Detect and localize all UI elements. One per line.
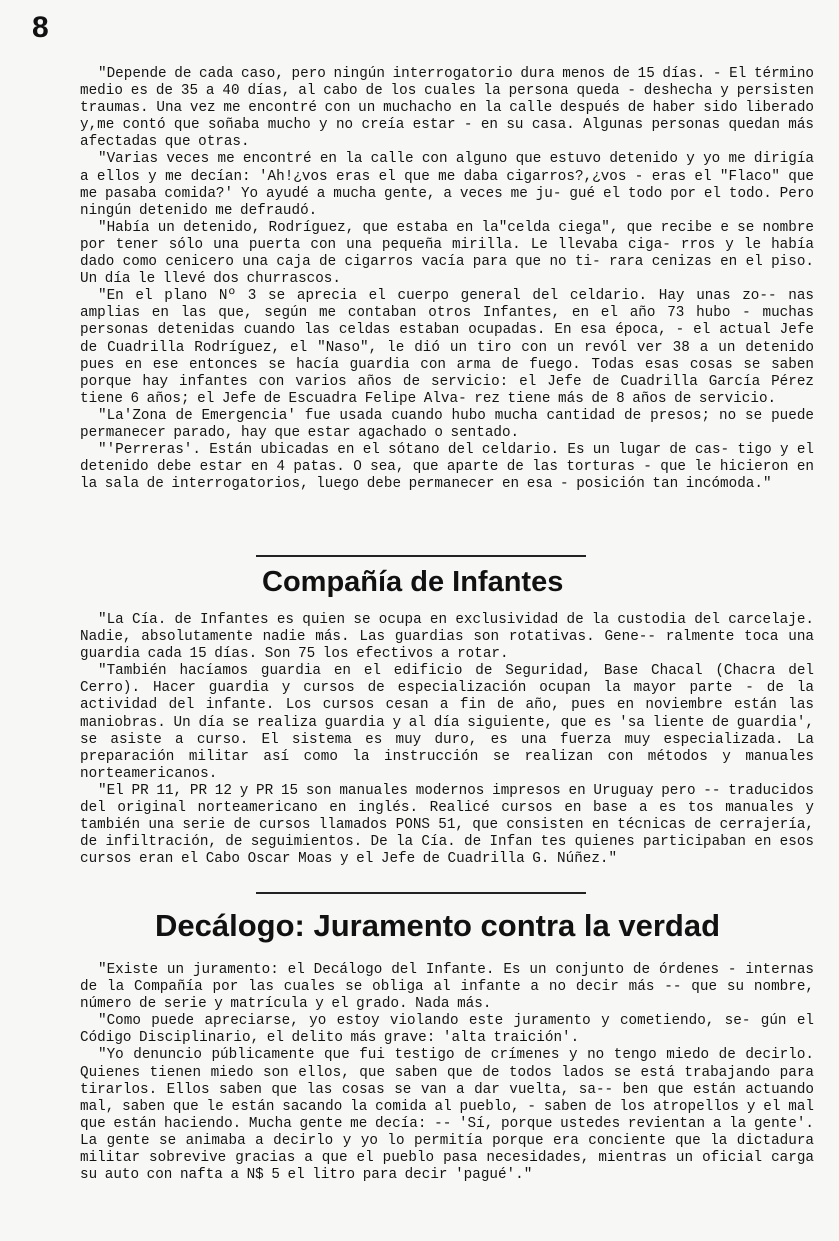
paragraph: "El PR 11, PR 12 y PR 15 son manuales modernos impresos en Uruguay pero -- traducidos del original norteamericano en inglés. Realicé cursos en base a es tos manuales y también una serie de cursos llamados PONS 51, que consisten en técnicas de cerrajería, de infiltración, de seguimientos. De la Cía. de Infan tes quienes participaban en esos cursos eran el Cabo Oscar Moas y el Jefe de Cuadrilla G. Núñez." (80, 782, 814, 868)
paragraph: "Depende de cada caso, pero ningún interrogatorio dura menos de 15 días. - El término medio es de 35 a 40 días, al cabo de los cuales la persona queda - deshecha y persisten traumas. Una vez me encontré con un muchacho en la calle después de haber sido liberado y,me contó que soñaba mucho y no creía estar - en su casa. Algunas personas quedan más afectadas que otras. (80, 66, 814, 151)
page-number: 8 (32, 11, 49, 44)
paragraph: "Había un detenido, Rodríguez, que estaba en la"celda ciega", que recibe e se nombre por tener sólo una puerta con una pequeña mirilla. Le llevaba ciga- rros y le había dado como cenicero una caja de cigarros vacía para que no ti- rara cenizas en el piso. Un día le llevé dos churrascos. (80, 219, 814, 288)
paragraph: "En el plano Nº 3 se aprecia el cuerpo general del celdario. Hay unas zo-- nas amplias en las que, según me contaban otros Infantes, en el año 73 hubo - muchas personas detenidas cuando las celdas estaban ocupadas. En esa época, - el actual Jefe de Cuadrilla Rodríguez, el "Naso", le dió un tiro con un revól ver 38 a un detenido pues en ese entonces se hacía guardia con arma de fuego. Todas esas cosas se saben porque hay infantes con varios años de servicio: el Jefe de Cuadrilla García Pérez tiene 6 años; el Jefe de Escuadra Felipe Alva- rez tiene más de 8 años de servicio. (80, 288, 814, 407)
paragraph: "'Perreras'. Están ubicadas en el sótano del celdario. Es un lugar de cas- tigo y el detenido debe estar en 4 patas. O sea, que aparte de las torturas - que le hicieron en la sala de interrogatorios, luego debe permanecer en esa - posición tan incómoda." (80, 442, 814, 493)
section-divider (256, 555, 586, 557)
testimony-section (80, 66, 814, 493)
paragraph: "Varias veces me encontré en la calle con alguno que estuvo detenido y yo me dirigía a ellos y me decían: 'Ah!¿vos eras el que me daba cigarros?,¿vos - eras el "Flaco" que me pasaba comida?' Yo ayudé a mucha gente, a veces me ju- gué el todo por el todo. Pero ningún detenido me defraudó. (80, 151, 814, 219)
section-title-compania: Compañía de Infantes (262, 566, 564, 598)
paragraph: "Como puede apreciarse, yo estoy violando este juramento y cometiendo, se- gún el Código Disciplinario, el delito más grave: 'alta traición'. (80, 1013, 814, 1047)
compania-section (80, 612, 814, 868)
decalogo-section (80, 962, 814, 1184)
paragraph: "La'Zona de Emergencia' fue usada cuando hubo mucha cantidad de presos; no se puede permanecer parado, hay que estar agachado o sentado. (80, 407, 814, 441)
section-title-decalogo: Decálogo: Juramento contra la verdad (155, 908, 721, 943)
paragraph: "La Cía. de Infantes es quien se ocupa en exclusividad de la custodia del carcelaje. Nadie, absolutamente nadie más. Las guardias son rotativas. Gene-- ralmente toca una guardia cada 15 días. Son 75 los efectivos a rotar. (80, 612, 814, 663)
section-divider (256, 892, 586, 894)
paragraph: "Yo denuncio públicamente que fui testigo de crímenes y no tengo miedo de decirlo. Quienes tienen miedo son ellos, que saben que de todos lados se está trabajando para tirarlos. Ellos saben que las cosas se van a dar vuelta, sa-- ben que están actuando mal, saben que le están sacando la comida al pueblo, - saben de los atropellos y el mal que están haciendo. Mucha gente me decía: -- 'Sí, porque ustedes revientan a la gente'. La gente se animaba a decirlo y yo lo permitía porque era conciente que la dictadura militar sobrevive gracias a que el pueblo pasa necesidades, mientras un oficial carga su auto con nafta a N$ 5 el litro para decir 'pagué'." (80, 1047, 814, 1184)
paragraph: "Existe un juramento: el Decálogo del Infante. Es un conjunto de órdenes - internas de la Compañía por las cuales se obliga al infante a no decir más -- que su nombre, número de serie y matrícula y el grado. Nada más. (80, 962, 814, 1013)
paragraph: "También hacíamos guardia en el edificio de Seguridad, Base Chacal (Chacra del Cerro). Hacer guardia y cursos de especialización ocupan la mayor parte - de la actividad del infante. Los cursos cesan a fin de año, pues en noviembre están las maniobras. Un día se realiza guardia y al día siguiente, que es 'sa liente de guardia', se asiste a curso. El sistema es muy duro, es una fuerza muy especializada. La preparación militar así como la instrucción se realizan con métodos y manuales norteamericanos. (80, 663, 814, 782)
